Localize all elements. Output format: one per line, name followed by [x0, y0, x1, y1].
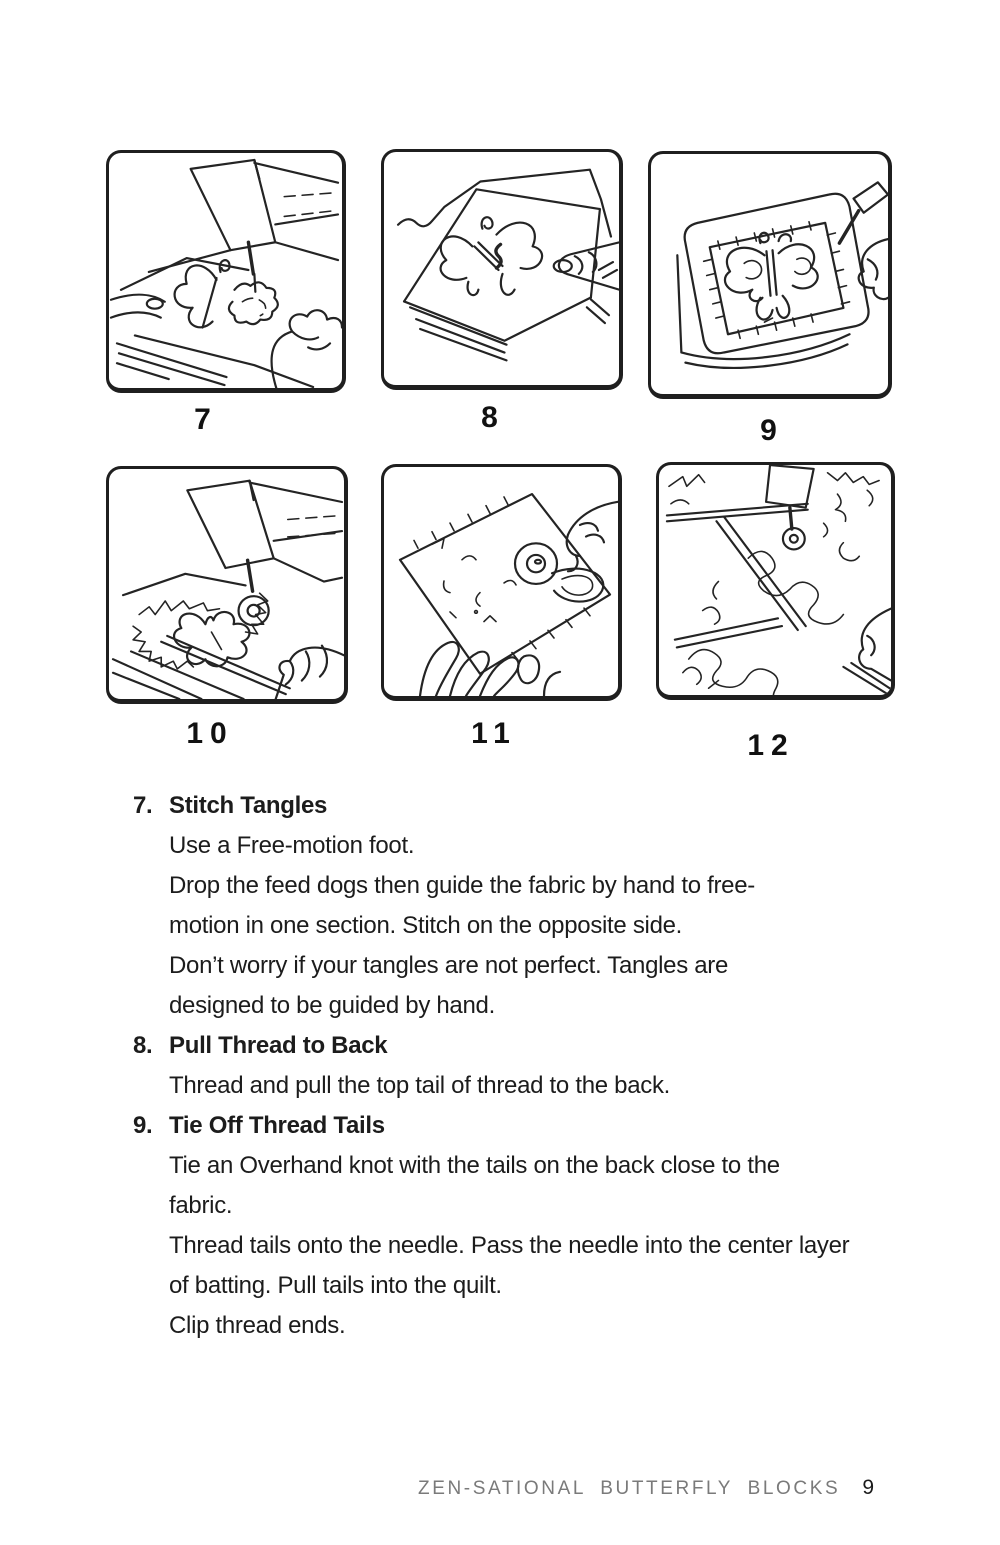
- illustration-11-drawing: [384, 467, 618, 696]
- panel-caption-8: 8: [481, 401, 505, 434]
- footer-book-title: ZEN-SATIONAL BUTTERFLY BLOCKS: [417, 1478, 841, 1499]
- sewing-machine-sketch: [123, 481, 342, 626]
- upper-hand-sketch: [567, 502, 618, 572]
- illustration-panel-8: [381, 149, 623, 390]
- hand-pulling-thread-sketch: [554, 242, 619, 289]
- illustration-12-drawing: [659, 465, 891, 695]
- illustration-panel-9: [648, 151, 892, 399]
- step-text-line: Clip thread ends.: [169, 1312, 346, 1339]
- quilt-layers-sketch: [410, 262, 617, 360]
- page-footer: [0, 1476, 874, 1500]
- step-text-line: Don’t worry if your tangles are not perfect. Tangles are: [169, 952, 729, 979]
- sewing-machine-sketch: [149, 160, 338, 292]
- illustration-panel-10: [106, 466, 348, 704]
- butterfly-fabric-sketch: [121, 258, 278, 327]
- illustration-panel-11: [381, 464, 622, 701]
- step-number: 8.: [133, 1032, 153, 1059]
- panel-caption-12: 12: [747, 729, 795, 762]
- fabric-layers-sketch: [113, 636, 290, 699]
- step-title: Tie Off Thread Tails: [169, 1112, 385, 1139]
- panel-caption-9: 9: [760, 414, 784, 447]
- illustration-7-drawing: [109, 153, 342, 388]
- fabric-layers-sketch: [117, 335, 313, 387]
- step-text-line: designed to be guided by hand.: [169, 992, 495, 1019]
- instruction-steps: [133, 786, 923, 1346]
- sashing-strips-sketch: [675, 517, 806, 647]
- circular-tool-sketch: [515, 543, 603, 601]
- footer-page-number: 9: [862, 1476, 874, 1499]
- step-heading: [133, 786, 923, 826]
- butterfly-sketch: [441, 217, 542, 295]
- step-text-line: Thread tails onto the needle. Pass the needle into the center layer: [169, 1232, 850, 1259]
- step-heading: [133, 1106, 923, 1146]
- step-text-line: motion in one section. Stitch on the opposite side.: [169, 912, 683, 939]
- basted-block-sketch: [677, 194, 868, 368]
- hand-sketch: [276, 646, 344, 699]
- step-number: 7.: [133, 792, 153, 819]
- hand-sketch: [843, 609, 891, 695]
- illustration-panel-7: [106, 150, 346, 393]
- step-text-line: Drop the feed dogs then guide the fabric by hand to free-: [169, 872, 755, 899]
- step-title: Pull Thread to Back: [169, 1032, 388, 1059]
- step-title: Stitch Tangles: [169, 792, 328, 819]
- step-text-line: Tie an Overhand knot with the tails on the back close to the: [169, 1152, 780, 1179]
- step-text-line: Use a Free-motion foot.: [169, 832, 415, 859]
- panel-caption-11: 11: [471, 717, 517, 750]
- butterfly-motif-sketch: [725, 233, 818, 322]
- lower-hand-sketch: [420, 642, 560, 696]
- hands-sketch: [111, 295, 342, 388]
- meander-stitching-sketch: [683, 523, 859, 695]
- step-text-line: of batting. Pull tails into the quilt.: [169, 1272, 502, 1299]
- illustration-8-drawing: [384, 152, 619, 385]
- step-heading: [133, 1026, 923, 1066]
- step-number: 9.: [133, 1112, 153, 1139]
- step-stitch-tangles: [133, 786, 923, 1026]
- step-tie-off-thread-tails: [133, 1106, 923, 1346]
- step-text-line: fabric.: [169, 1192, 233, 1219]
- border-fabric-sketch: [667, 473, 879, 522]
- illustration-10-drawing: [109, 469, 344, 699]
- panel-caption-7: 7: [194, 403, 218, 436]
- panel-caption-10: 10: [186, 717, 234, 750]
- step-pull-thread-to-back: [133, 1026, 923, 1106]
- illustration-9-drawing: [651, 154, 888, 394]
- step-text-line: Thread and pull the top tail of thread to the back.: [169, 1072, 671, 1099]
- illustration-panel-12: [656, 462, 895, 700]
